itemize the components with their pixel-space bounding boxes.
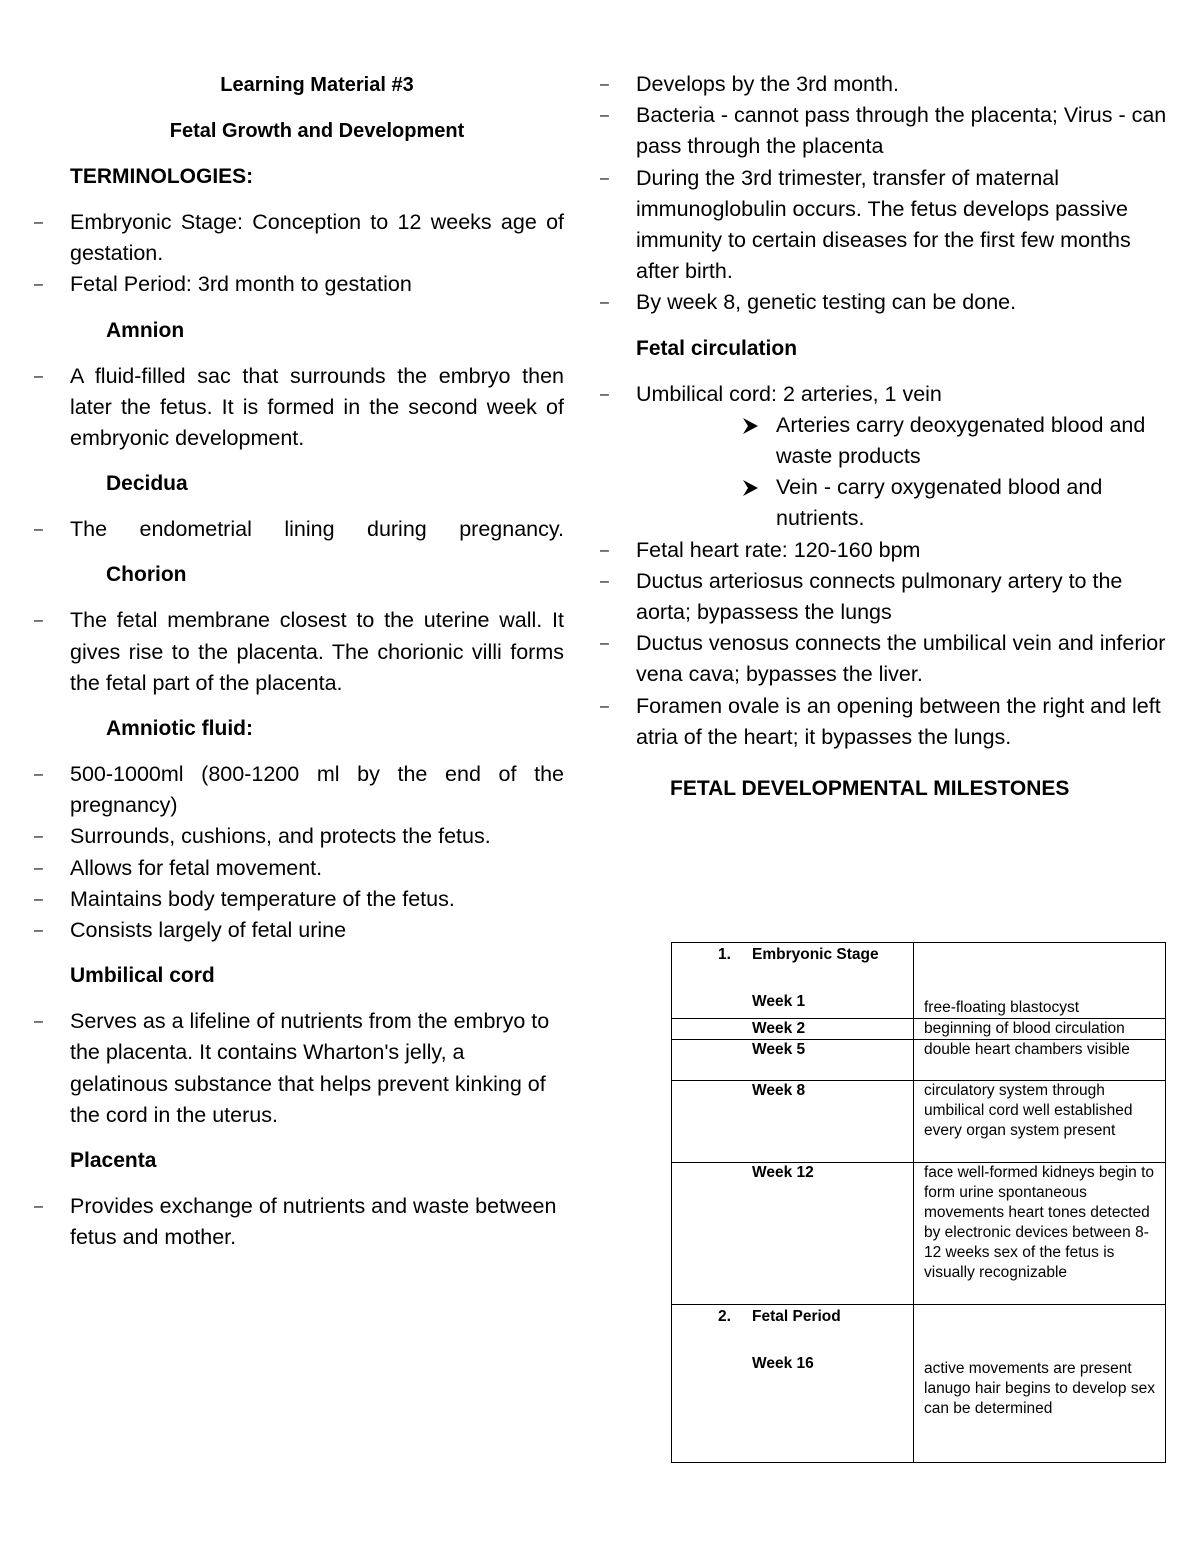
- stage-label: 2. Fetal Period: [718, 1308, 841, 1325]
- right-column: [636, 68, 1168, 804]
- placenta-heading: Placenta: [70, 1149, 157, 1173]
- table-cell: [914, 1040, 1166, 1081]
- week-label: Week 5: [752, 1041, 806, 1058]
- list-item: – During the 3rd trimester, transfer of maternal immunoglobulin occurs. The fetus develops passive immunity to certain diseases for the first few months after birth.: [636, 163, 1168, 288]
- milestone-desc: beginning of blood circulation: [924, 1020, 1125, 1037]
- table-cell: [914, 1305, 1166, 1463]
- left-column: [70, 68, 564, 1253]
- list-item: – Surrounds, cushions, and protects the fetus.: [70, 821, 564, 852]
- milestone-desc: circulatory system through umbilical cord well established every organ system present: [924, 1082, 1133, 1139]
- table-cell: [672, 1305, 914, 1463]
- week-label: Week 2: [752, 1020, 806, 1037]
- arrow-bullet-icon: [740, 478, 760, 498]
- table-cell: [672, 1163, 914, 1305]
- amnion-list: [70, 361, 564, 455]
- stage-label: 1. Embryonic Stage: [718, 946, 879, 963]
- list-item: – Foramen ovale is an opening between the right and left atria of the heart; it bypasses the lungs.: [636, 691, 1168, 753]
- amniotic-fluid-list: [70, 759, 564, 946]
- terminologies-list: [70, 207, 564, 301]
- placenta-list-right: [636, 69, 1168, 319]
- list-item: – Allows for fetal movement.: [70, 853, 564, 884]
- list-item: – Bacteria - cannot pass through the placenta; Virus - can pass through the placenta: [636, 100, 1168, 162]
- milestones-table: [671, 942, 1166, 1463]
- table-cell: [914, 1019, 1166, 1040]
- list-item: – The endometrial lining during pregnancy.: [70, 514, 564, 545]
- table-row: [672, 1040, 1166, 1081]
- list-item: [776, 410, 1168, 472]
- list-item: – The fetal membrane closest to the uterine wall. It gives rise to the placenta. The chorionic villi forms the fetal part of the placenta.: [70, 605, 564, 699]
- list-item: – Fetal Period: 3rd month to gestation: [70, 269, 564, 300]
- list-item: – Ductus arteriosus connects pulmonary artery to the aorta; bypassess the lungs: [636, 566, 1168, 628]
- milestone-desc: active movements are present lanugo hair begins to develop sex can be determined: [924, 1360, 1155, 1417]
- list-item: – Consists largely of fetal urine: [70, 915, 564, 946]
- table-cell: [672, 1019, 914, 1040]
- list-item: – Ductus venosus connects the umbilical vein and inferior vena cava; bypasses the liver.: [636, 628, 1168, 690]
- list-item: – 500-1000ml (800-1200 ml by the end of the pregnancy): [70, 759, 564, 821]
- milestones-heading: FETAL DEVELOPMENTAL MILESTONES: [670, 777, 1070, 801]
- table-cell: [914, 1163, 1166, 1305]
- milestone-desc: double heart chambers visible: [924, 1041, 1130, 1058]
- list-item: – Develops by the 3rd month.: [636, 69, 1168, 100]
- amnion-heading: Amnion: [106, 318, 185, 342]
- list-item: [776, 472, 1168, 534]
- table-cell: [672, 1040, 914, 1081]
- table-row: [672, 1305, 1166, 1463]
- list-item: – Serves as a lifeline of nutrients from the embryo to the placenta. It contains Wharton's jelly, a gelatinous substance that helps prevent kinking of the cord in the uterus.: [70, 1006, 564, 1131]
- placenta-list-left: [70, 1191, 564, 1253]
- milestone-desc: free-floating blastocyst: [924, 999, 1080, 1016]
- document-subtitle: Fetal Growth and Development: [169, 120, 465, 142]
- list-item: – Umbilical cord: 2 arteries, 1 vein: [636, 379, 1168, 410]
- terminologies-heading: TERMINOLOGIES:: [70, 165, 254, 188]
- milestone-desc: face well-formed kidneys begin to form urine spontaneous movements heart tones detected by electronic devices between 8-12 weeks sex of the fetus is visually recognizable: [924, 1164, 1155, 1281]
- table-cell: [672, 943, 914, 1019]
- week-label: Week 1: [752, 993, 806, 1010]
- table-cell: [914, 1081, 1166, 1163]
- list-item: – Fetal heart rate: 120-160 bpm: [636, 535, 1168, 566]
- umbilical-cord-list: [70, 1006, 564, 1131]
- umbilical-sublist: [636, 410, 1168, 535]
- arrow-bullet-icon: [740, 416, 760, 436]
- list-item: – Maintains body temperature of the fetus.: [70, 884, 564, 915]
- chorion-heading: Chorion: [106, 563, 187, 587]
- fetal-circulation-heading: Fetal circulation: [636, 336, 798, 360]
- table-cell: [672, 1081, 914, 1163]
- fetal-circulation-list-2: [636, 535, 1168, 753]
- table-row: [672, 1019, 1166, 1040]
- sub-item-text: Arteries carry deoxygenated blood and waste products: [776, 412, 1146, 469]
- week-label: Week 12: [752, 1164, 814, 1181]
- fetal-circulation-list: [636, 379, 1168, 410]
- decidua-heading: Decidua: [106, 472, 188, 496]
- week-label: Week 16: [752, 1355, 814, 1372]
- table-row: [672, 1081, 1166, 1163]
- decidua-list: [70, 514, 564, 545]
- table-row: [672, 1163, 1166, 1305]
- week-label: Week 8: [752, 1082, 806, 1099]
- list-item: – By week 8, genetic testing can be done.: [636, 287, 1168, 318]
- document-title: Learning Material #3: [220, 74, 414, 96]
- table-cell: [914, 943, 1166, 1019]
- list-item: – A fluid-filled sac that surrounds the embryo then later the fetus. It is formed in the second week of embryonic development.: [70, 361, 564, 455]
- table-row: [672, 943, 1166, 1019]
- list-item: – Embryonic Stage: Conception to 12 weeks age of gestation.: [70, 207, 564, 269]
- sub-item-text: Vein - carry oxygenated blood and nutrients.: [776, 475, 1103, 531]
- umbilical-cord-heading: Umbilical cord: [70, 964, 215, 988]
- list-item: – Provides exchange of nutrients and waste between fetus and mother.: [70, 1191, 564, 1253]
- chorion-list: [70, 605, 564, 699]
- amniotic-fluid-heading: Amniotic fluid:: [106, 717, 253, 741]
